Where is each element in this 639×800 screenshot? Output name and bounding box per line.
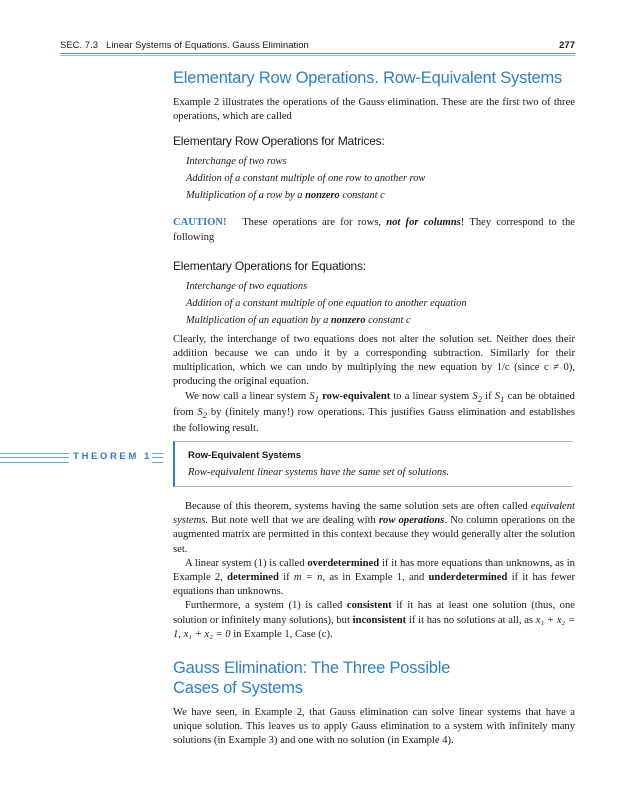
paragraph-gauss-cases: We have seen, in Example 2, that Gauss elimination can solve linear systems that have a unique solution. This leaves us to apply Gauss elimination to a system with infinitely many solutions (in Example 3) and one with no solution (in Example 4).: [173, 707, 575, 747]
row-ops-list: [173, 153, 575, 204]
list-item: Addition of a constant multiple of one row to another row: [186, 173, 426, 185]
paragraph-determined: A linear system (1) is called overdetermined if it has more equations than unknowns, as in Example 2, determined if m = n, as in Example 1, and underdetermined if it has fewer equations than unknowns.: [173, 557, 575, 598]
theorem-title: Row-Equivalent Systems: [188, 450, 301, 461]
eq-ops-list: [173, 278, 575, 329]
caution-paragraph: CAUTION! These operations are for rows, not for columns! They correspond to the following: [173, 217, 576, 243]
paragraph-equivalent-systems: Because of this theorem, systems having the same solution sets are often called equivalent systems. But note well that we are dealing with row operations. No column operations on the augmented matrix are permitted in this context because they would generally alter the solution set.: [173, 501, 575, 555]
theorem-box: [173, 441, 573, 487]
theorem-number: THEOREM 1: [69, 450, 152, 464]
list-item: Interchange of two rows: [186, 156, 287, 168]
paragraph-consistent: Furthermore, a system (1) is called consistent if it has at least one solution (thus, one solution or infinitely many solutions), but inconsistent if it has no solutions at all, as x₁ + x₂ = 1, x₁ + x₂ = 0 in Example 1, Case (c).: [173, 600, 575, 640]
paragraph-row-equivalent: We now call a linear system $S_1$ row-equivalent to a linear system $S_2$ if $S_1$ can be obtained from $S_2$ by (finitely many!) row operations. This justifies Gauss elimination and establishes the following result.: [173, 390, 575, 435]
header-rule-secondary: [60, 55, 575, 56]
section-gauss-cases: [173, 658, 575, 749]
theorem-label: [0, 450, 163, 464]
list-item: Addition of a constant multiple of one equation to another equation: [186, 297, 467, 309]
page-number: 277: [559, 40, 575, 51]
list-item: Multiplication of an equation by a nonzero constant c: [186, 314, 411, 326]
section-heading: Gauss Elimination: The Three Possible: [173, 659, 451, 677]
section-elementary-row-ops: [173, 68, 575, 436]
intro-paragraph: Example 2 illustrates the operations of the Gauss elimination. These are the first two of three operations, which are called: [173, 97, 575, 123]
paragraph-interchange: Clearly, the interchange of two equations does not alter the solution set. Neither does their addition because we can undo it by a corresponding subtraction. Similarly for their multiplication, which we can undo by multiplying the new equation by 1/c (since c ≠ 0), producing the original equation.: [173, 333, 575, 388]
caution-label: CAUTION!: [173, 217, 227, 229]
section-heading: Elementary Row Operations. Row-Equivalent Systems: [173, 69, 563, 87]
row-ops-heading: Elementary Row Operations for Matrices:: [173, 134, 385, 149]
running-head-title: SEC. 7.3 Linear Systems of Equations. Gauss Elimination: [60, 40, 309, 51]
running-head: [60, 38, 575, 54]
section-heading-line2: Cases of Systems: [173, 679, 303, 697]
list-item: Multiplication of a row by a nonzero constant c: [186, 190, 385, 202]
header-rule: [60, 53, 575, 54]
theorem-statement: Row-equivalent linear systems have the same set of solutions.: [188, 467, 449, 478]
list-item: Interchange of two equations: [186, 280, 308, 292]
eq-ops-heading: Elementary Operations for Equations:: [173, 258, 366, 273]
section-after-theorem: [173, 500, 575, 642]
